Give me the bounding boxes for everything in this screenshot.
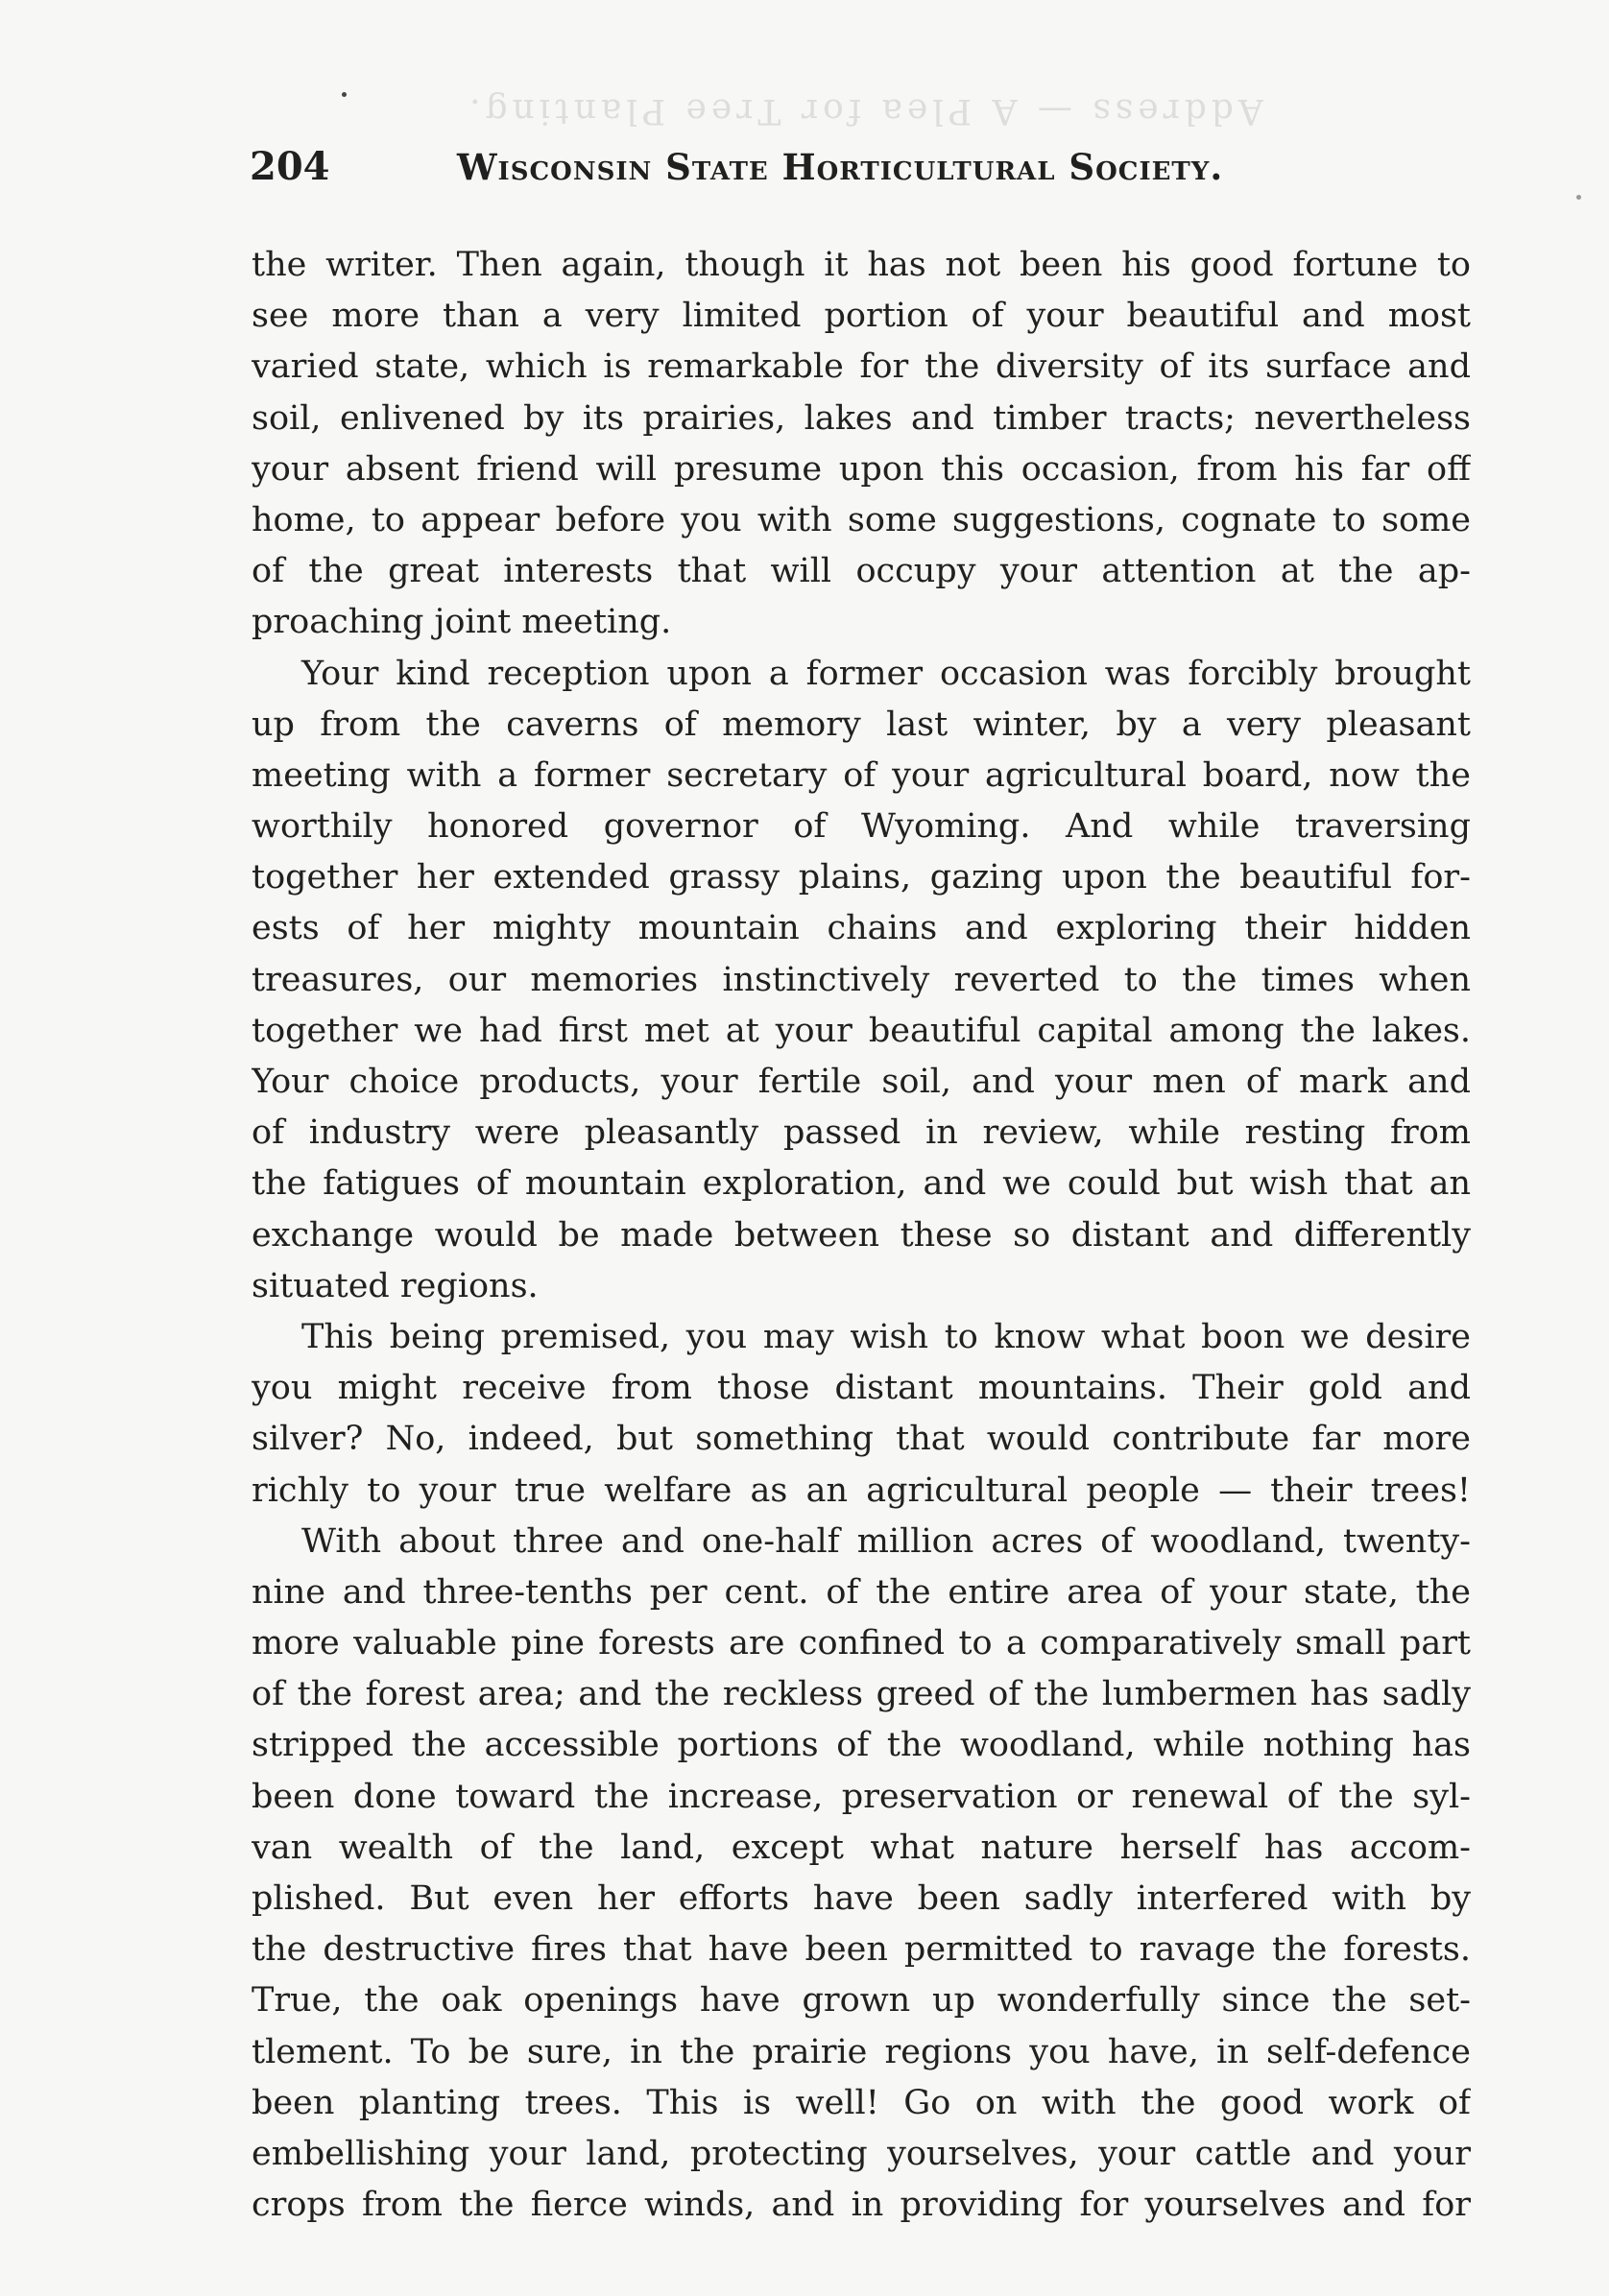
text-line: of industry were pleasantly passed in review, while resting from (252, 1113, 1471, 1153)
text-line: stripped the accessible portions of the woodland, while nothing has (252, 1726, 1471, 1765)
text-line: you might receive from those distant mountains. Their gold and (252, 1369, 1471, 1408)
text-line: up from the caverns of memory last winter, by a very pleasant (252, 705, 1471, 744)
text-line: the destructive fires that have been permitted to ravage the forests. (252, 1930, 1471, 1970)
text-line: van wealth of the land, except what nature herself has accom- (252, 1828, 1471, 1867)
text-line: worthily honored governor of Wyoming. And while traversing (252, 807, 1471, 847)
text-line: varied state, which is remarkable for the diversity of its surface and (252, 347, 1471, 387)
page-number: 204 (250, 144, 330, 189)
text-line: True, the oak openings have grown up wonderfully since the set- (252, 1981, 1471, 2021)
text-line: of the great interests that will occupy your attention at the ap- (252, 552, 1471, 591)
ink-speck (342, 92, 347, 97)
ink-speck (1576, 195, 1581, 200)
text-line: ests of her mighty mountain chains and exploring their hidden (252, 909, 1471, 948)
text-line: plished. But even her efforts have been sadly interfered with by (252, 1879, 1471, 1918)
text-line: richly to your true welfare as an agricultural people — their trees! (252, 1471, 1471, 1510)
text-line: embellishing your land, protecting yourselves, your cattle and your (252, 2134, 1471, 2173)
text-line: been planting trees. This is well! Go on with the good work of (252, 2083, 1471, 2122)
text-line: tlement. To be sure, in the prairie regions you have, in self-defence (252, 2032, 1471, 2071)
text-line: more valuable pine forests are confined to a comparatively small part (252, 1624, 1471, 1663)
text-line: treasures, our memories instinctively reverted to the times when (252, 960, 1471, 999)
text-line: silver? No, indeed, but something that would contribute far more (252, 1420, 1471, 1459)
text-line: With about three and one-half million acres of woodland, twenty- (301, 1521, 1471, 1561)
text-line: your absent friend will presume upon this occasion, from his far off (252, 449, 1471, 489)
text-line: Your choice products, your fertile soil, and your men of mark and (252, 1063, 1471, 1101)
text-line: exchange would be made between these so distant and differently (252, 1215, 1471, 1255)
text-line: the fatigues of mountain exploration, and we could but wish that an (252, 1164, 1471, 1204)
text-line: soil, enlivened by its prairies, lakes and timber tracts; nevertheless (252, 398, 1471, 438)
text-line: together her extended grassy plains, gazing upon the beautiful for- (252, 858, 1471, 897)
text-line: of the forest area; and the reckless greed of the lumbermen has sadly (252, 1675, 1471, 1714)
text-line: crops from the fierce winds, and in providing for yourselves and for (252, 2186, 1471, 2225)
page-header (250, 144, 1478, 202)
text-line: nine and three-tenths per cent. of the entire area of your state, the (252, 1572, 1471, 1612)
text-line: home, to appear before you with some suggestions, cognate to some (252, 500, 1471, 539)
text-line: together we had first met at your beautiful capital among the lakes. (252, 1011, 1471, 1050)
body-text (252, 240, 1471, 2231)
text-line: This being premised, you may wish to know what boon we desire (301, 1317, 1471, 1356)
bleed-through-text: Address — A Plea for Tree Planting. (465, 91, 1263, 131)
text-line: Your kind reception upon a former occasion was forcibly brought (301, 654, 1471, 693)
text-line: meeting with a former secretary of your agricultural board, now the (252, 755, 1471, 795)
running-head: Wisconsin State Horticultural Society. (457, 146, 1224, 188)
text-line: the writer. Then again, though it has not been his good fortune to (252, 246, 1471, 284)
text-line: see more than a very limited portion of your beautiful and most (252, 297, 1471, 336)
text-line: proaching joint meeting. (252, 603, 672, 642)
text-line: situated regions. (252, 1266, 539, 1305)
text-line: been done toward the increase, preservation or renewal of the syl- (252, 1777, 1471, 1816)
